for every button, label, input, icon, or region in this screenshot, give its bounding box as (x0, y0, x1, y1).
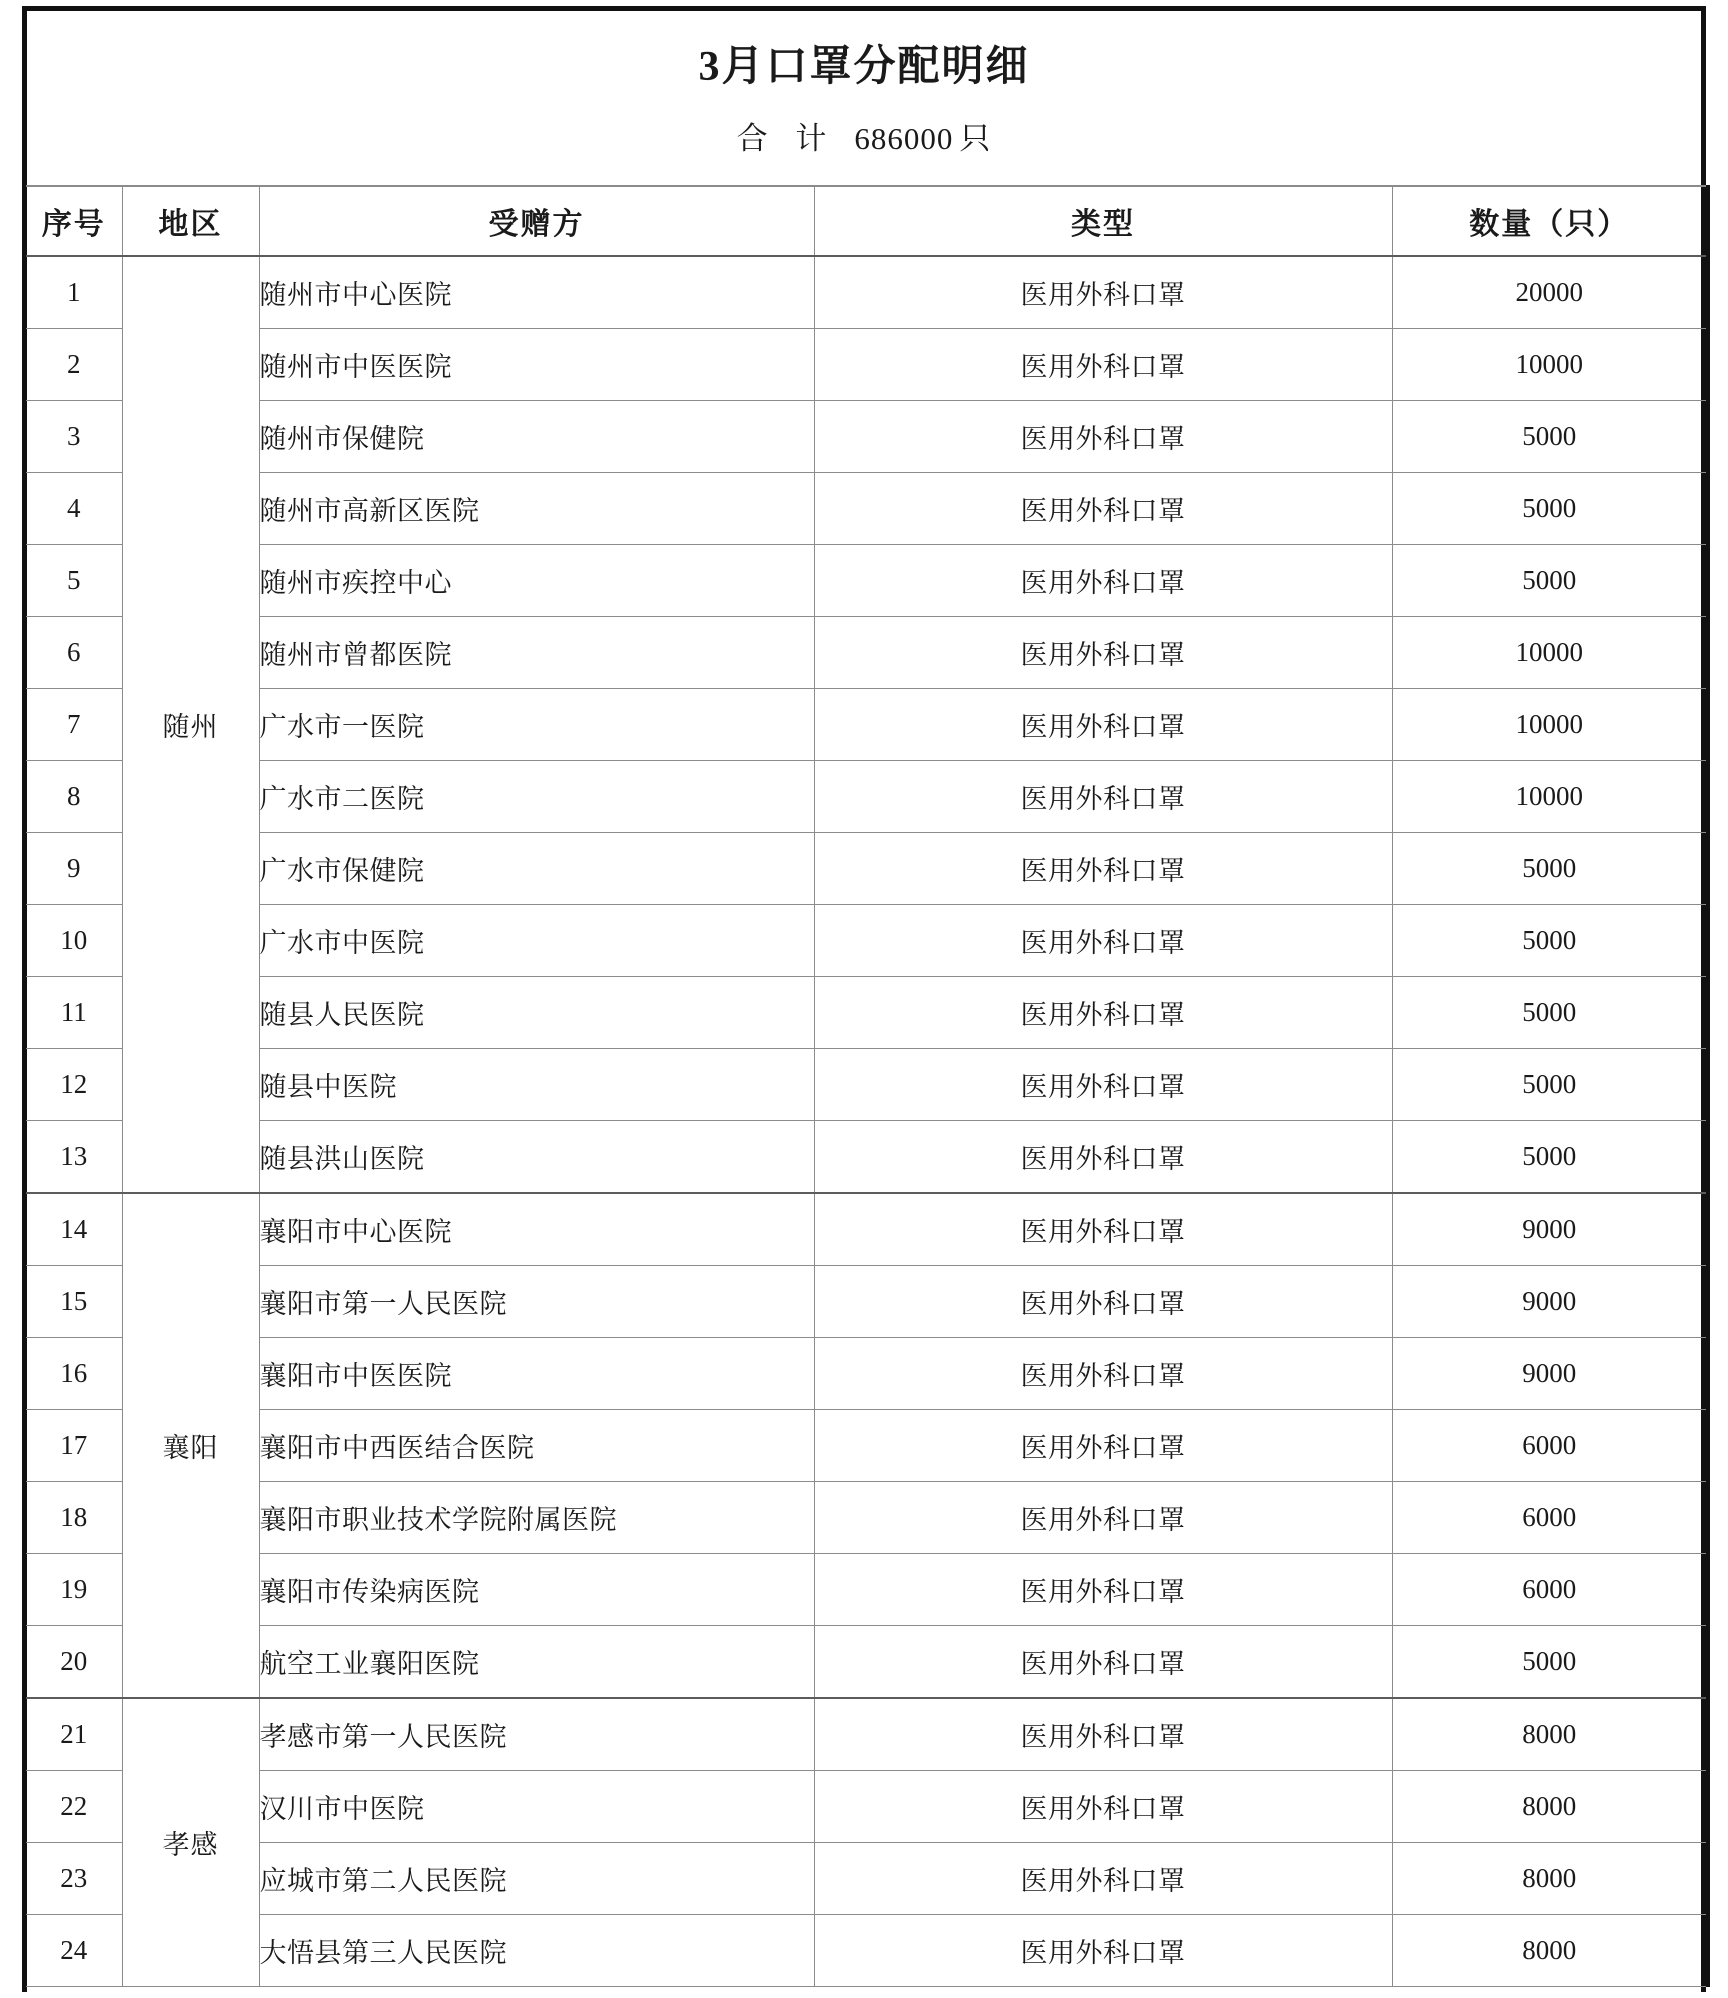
cell-index: 22 (24, 1771, 122, 1843)
table-row (24, 1698, 1708, 1771)
table-body (24, 256, 1708, 1987)
table-row (24, 689, 1708, 761)
column-header-index: 序号 (24, 186, 122, 256)
cell-quantity: 8000 (1392, 1771, 1708, 1843)
cell-type: 医用外科口罩 (814, 1482, 1392, 1554)
cell-index: 11 (24, 977, 122, 1049)
cell-recipient: 应城市第二人民医院 (259, 1843, 814, 1915)
cell-type: 医用外科口罩 (814, 689, 1392, 761)
table-row (24, 1338, 1708, 1410)
cell-type: 医用外科口罩 (814, 977, 1392, 1049)
page-title: 3月口罩分配明细 (698, 44, 1030, 90)
cell-recipient: 广水市中医院 (259, 905, 814, 977)
cell-quantity: 8000 (1392, 1843, 1708, 1915)
table-row (24, 256, 1708, 329)
cell-type: 医用外科口罩 (814, 1338, 1392, 1410)
cell-quantity: 9000 (1392, 1338, 1708, 1410)
table-row (24, 1049, 1708, 1121)
cell-quantity: 20000 (1392, 256, 1708, 329)
cell-index: 14 (24, 1193, 122, 1266)
cell-quantity: 6000 (1392, 1554, 1708, 1626)
column-header-type: 类型 (814, 186, 1392, 256)
subtotal-unit: 只 (959, 120, 992, 156)
table-row (24, 1410, 1708, 1482)
cell-quantity: 5000 (1392, 833, 1708, 905)
cell-type: 医用外科口罩 (814, 256, 1392, 329)
column-header-recipient: 受赠方 (259, 186, 814, 256)
cell-recipient: 襄阳市职业技术学院附属医院 (259, 1482, 814, 1554)
cell-type: 医用外科口罩 (814, 1915, 1392, 1987)
cell-recipient: 随州市疾控中心 (259, 545, 814, 617)
table-row (24, 545, 1708, 617)
cell-type: 医用外科口罩 (814, 1121, 1392, 1194)
cell-index: 5 (24, 545, 122, 617)
table-row (24, 1554, 1708, 1626)
cell-quantity: 5000 (1392, 1049, 1708, 1121)
cell-quantity: 10000 (1392, 617, 1708, 689)
column-header-region: 地区 (122, 186, 259, 256)
cell-recipient: 襄阳市中西医结合医院 (259, 1410, 814, 1482)
cell-recipient: 随州市曾都医院 (259, 617, 814, 689)
cell-region: 随州 (122, 256, 259, 1193)
cell-quantity: 5000 (1392, 905, 1708, 977)
cell-index: 18 (24, 1482, 122, 1554)
cell-quantity: 5000 (1392, 1626, 1708, 1699)
cell-type: 医用外科口罩 (814, 905, 1392, 977)
cell-recipient: 随州市高新区医院 (259, 473, 814, 545)
cell-index: 23 (24, 1843, 122, 1915)
subtotal-line (27, 120, 1701, 157)
cell-quantity: 9000 (1392, 1266, 1708, 1338)
cell-recipient: 大悟县第三人民医院 (259, 1915, 814, 1987)
cell-quantity: 5000 (1392, 977, 1708, 1049)
mask-allocation-table (22, 185, 1710, 1987)
cell-index: 21 (24, 1698, 122, 1771)
table-row (24, 1121, 1708, 1194)
cell-index: 9 (24, 833, 122, 905)
cell-recipient: 广水市二医院 (259, 761, 814, 833)
cell-recipient: 随州市保健院 (259, 401, 814, 473)
cell-index: 17 (24, 1410, 122, 1482)
cell-type: 医用外科口罩 (814, 1410, 1392, 1482)
cell-type: 医用外科口罩 (814, 1193, 1392, 1266)
cell-recipient: 襄阳市第一人民医院 (259, 1266, 814, 1338)
cell-index: 2 (24, 329, 122, 401)
cell-index: 20 (24, 1626, 122, 1699)
cell-recipient: 随州市中医医院 (259, 329, 814, 401)
cell-type: 医用外科口罩 (814, 833, 1392, 905)
cell-recipient: 孝感市第一人民医院 (259, 1698, 814, 1771)
cell-recipient: 航空工业襄阳医院 (259, 1626, 814, 1699)
cell-type: 医用外科口罩 (814, 617, 1392, 689)
cell-recipient: 襄阳市中心医院 (259, 1193, 814, 1266)
cell-type: 医用外科口罩 (814, 1698, 1392, 1771)
cell-type: 医用外科口罩 (814, 473, 1392, 545)
cell-recipient: 襄阳市传染病医院 (259, 1554, 814, 1626)
cell-quantity: 5000 (1392, 473, 1708, 545)
cell-recipient: 广水市保健院 (259, 833, 814, 905)
table-row (24, 473, 1708, 545)
cell-quantity: 6000 (1392, 1410, 1708, 1482)
cell-index: 15 (24, 1266, 122, 1338)
cell-index: 6 (24, 617, 122, 689)
cell-quantity: 10000 (1392, 689, 1708, 761)
table-row (24, 401, 1708, 473)
subtotal-amount: 686000 (854, 120, 954, 156)
table-row (24, 1771, 1708, 1843)
cell-index: 16 (24, 1338, 122, 1410)
cell-index: 24 (24, 1915, 122, 1987)
cell-index: 13 (24, 1121, 122, 1194)
table-row (24, 977, 1708, 1049)
table-row (24, 761, 1708, 833)
cell-type: 医用外科口罩 (814, 1049, 1392, 1121)
subtotal-label: 合 计 (736, 120, 837, 156)
cell-recipient: 襄阳市中医医院 (259, 1338, 814, 1410)
cell-type: 医用外科口罩 (814, 329, 1392, 401)
cell-recipient: 随州市中心医院 (259, 256, 814, 329)
cell-index: 12 (24, 1049, 122, 1121)
table-row (24, 833, 1708, 905)
cell-region: 襄阳 (122, 1193, 259, 1698)
cell-type: 医用外科口罩 (814, 1843, 1392, 1915)
cell-recipient: 随县人民医院 (259, 977, 814, 1049)
cell-index: 7 (24, 689, 122, 761)
cell-type: 医用外科口罩 (814, 401, 1392, 473)
table-row (24, 1843, 1708, 1915)
cell-index: 8 (24, 761, 122, 833)
title-block (27, 11, 1701, 157)
table-row (24, 1482, 1708, 1554)
cell-recipient: 随县洪山医院 (259, 1121, 814, 1194)
cell-quantity: 10000 (1392, 329, 1708, 401)
table-row (24, 617, 1708, 689)
table-row (24, 329, 1708, 401)
cell-type: 医用外科口罩 (814, 1266, 1392, 1338)
cell-quantity: 6000 (1392, 1482, 1708, 1554)
cell-quantity: 5000 (1392, 1121, 1708, 1194)
cell-quantity: 5000 (1392, 545, 1708, 617)
table-header-row (24, 186, 1708, 256)
cell-recipient: 汉川市中医院 (259, 1771, 814, 1843)
cell-recipient: 随县中医院 (259, 1049, 814, 1121)
cell-quantity: 8000 (1392, 1915, 1708, 1987)
cell-quantity: 9000 (1392, 1193, 1708, 1266)
cell-index: 4 (24, 473, 122, 545)
cell-index: 1 (24, 256, 122, 329)
cell-index: 3 (24, 401, 122, 473)
cell-region: 孝感 (122, 1698, 259, 1987)
cell-type: 医用外科口罩 (814, 1771, 1392, 1843)
column-header-quantity: 数量（只） (1392, 186, 1708, 256)
cell-quantity: 8000 (1392, 1698, 1708, 1771)
cell-index: 10 (24, 905, 122, 977)
table-header (24, 186, 1708, 256)
cell-type: 医用外科口罩 (814, 1626, 1392, 1699)
table-row (24, 1915, 1708, 1987)
cell-quantity: 10000 (1392, 761, 1708, 833)
table-row (24, 1266, 1708, 1338)
table-row (24, 905, 1708, 977)
cell-type: 医用外科口罩 (814, 761, 1392, 833)
table-row (24, 1193, 1708, 1266)
cell-recipient: 广水市一医院 (259, 689, 814, 761)
cell-index: 19 (24, 1554, 122, 1626)
cell-type: 医用外科口罩 (814, 545, 1392, 617)
cell-quantity: 5000 (1392, 401, 1708, 473)
table-row (24, 1626, 1708, 1699)
cell-type: 医用外科口罩 (814, 1554, 1392, 1626)
